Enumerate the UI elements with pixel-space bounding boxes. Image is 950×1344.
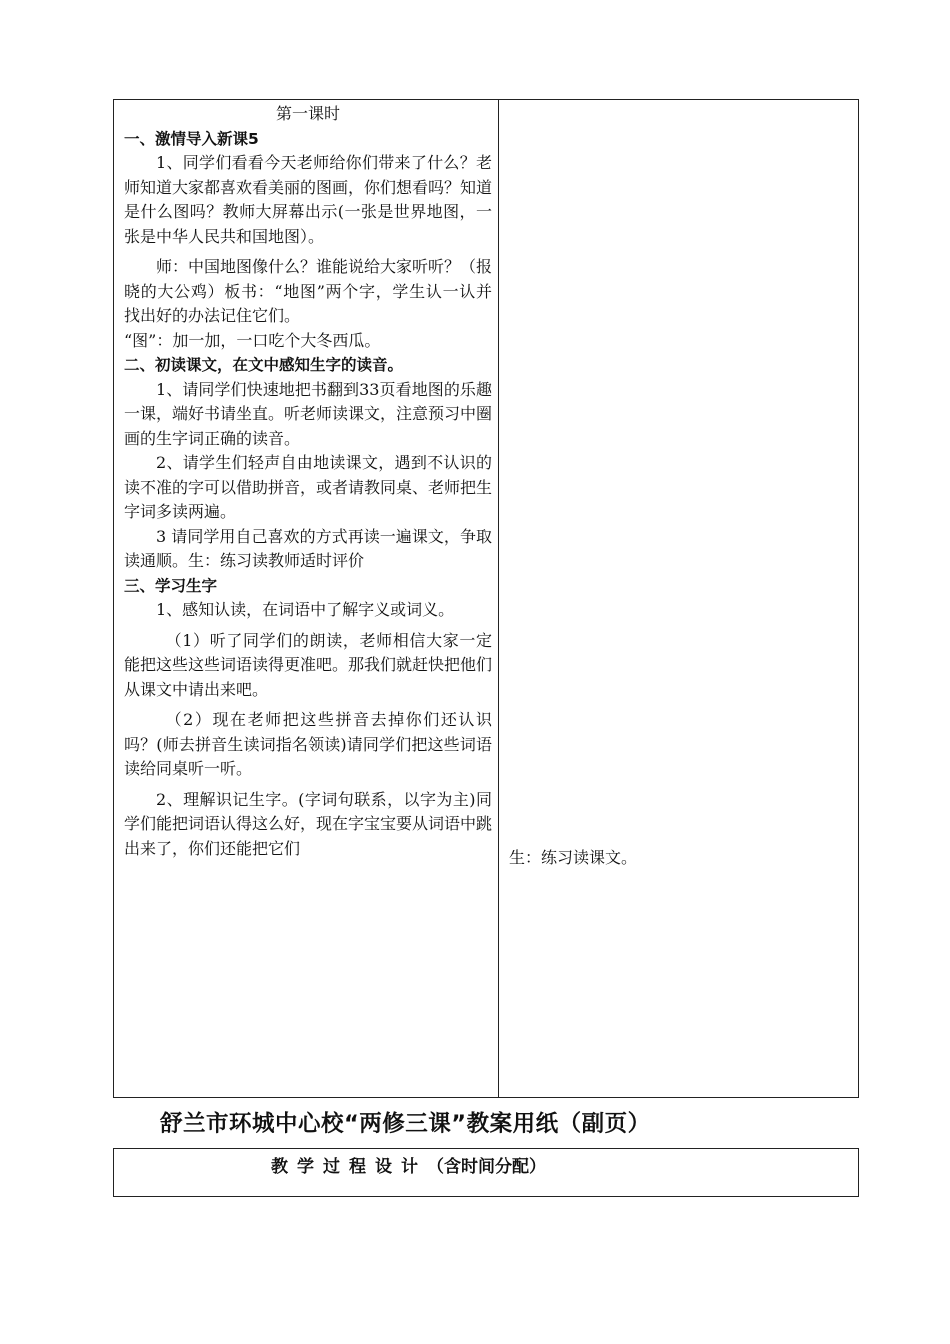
page-heading: 舒兰市环城中心校“两修三课”教案用纸（副页） <box>160 1111 651 1137</box>
section-3-paragraph-3: （2）现在老师把这些拼音去掉你们还认识吗？(师去拼音生读词指名领读)请同学们把这些词语读给同桌听一听。 <box>124 710 492 778</box>
section-1-paragraph-3: “图”：加一加，一口吃个大冬西瓜。 <box>124 330 381 350</box>
section-3-paragraph-2: （1）听了同学们的朗读，老师相信大家一定能把这些这些词语读得更准吧。那我们就赶快把他们从课文中请出来吧。 <box>124 630 493 699</box>
student-activity-column <box>499 100 858 1097</box>
lesson-table <box>113 99 859 1098</box>
section-2-paragraph-1: 1、请同学们快速地把书翻到33页看地图的乐趣一课，端好书请坐直。听老师读课文，注意预习中圈画的生字词正确的读音。 <box>124 379 493 448</box>
teaching-design-label: 教学过程设计 <box>271 1157 427 1177</box>
section-heading-1: 一、激情导入新课5 <box>124 129 259 148</box>
teaching-design-table <box>113 1148 859 1197</box>
section-2-paragraph-2: 2、请学生们轻声自由地读课文，遇到不认识的读不准的字可以借助拼音，或者请教同桌、老师把生字词多读两遍。 <box>124 453 493 521</box>
student-activity-note: 生：练习读课文。 <box>509 848 638 867</box>
section-3-paragraph-4: 2、理解识记生字。(字词句联系，以字为主)同学们能把词语认得这么好，现在字宝宝要从词语中跳出来了，你们还能把它们 <box>124 789 493 858</box>
section-1-paragraph-2: 师：中国地图像什么？谁能说给大家听听？（报晓的大公鸡）板书：“地图”两个字，学生认一认并找出好的办法记住它们。 <box>124 257 493 325</box>
section-2-paragraph-3: 3 请同学用自己喜欢的方式再读一遍课文，争取读通顺。生：练习读教师适时评价 <box>124 526 492 570</box>
teacher-activity-column <box>114 100 499 1097</box>
teaching-design-suffix: （含时间分配） <box>427 1157 546 1177</box>
section-1-paragraph-1: 1、同学们看看今天老师给你们带来了什么？老师知道大家都喜欢看美丽的图画，你们想看吗？知道是什么图吗？教师大屏幕出示(一张是世界地图，一张是中华人民共和国地图）。 <box>124 153 493 246</box>
teaching-design-header <box>271 1152 546 1177</box>
section-3-paragraph-1: 1、感知认读，在词语中了解字义或词义。 <box>156 600 455 619</box>
section-heading-3: 三、学习生字 <box>124 576 218 595</box>
section-heading-2: 二、初读课文，在文中感知生字的读音。 <box>124 356 404 374</box>
period-title: 第一课时 <box>275 104 340 123</box>
